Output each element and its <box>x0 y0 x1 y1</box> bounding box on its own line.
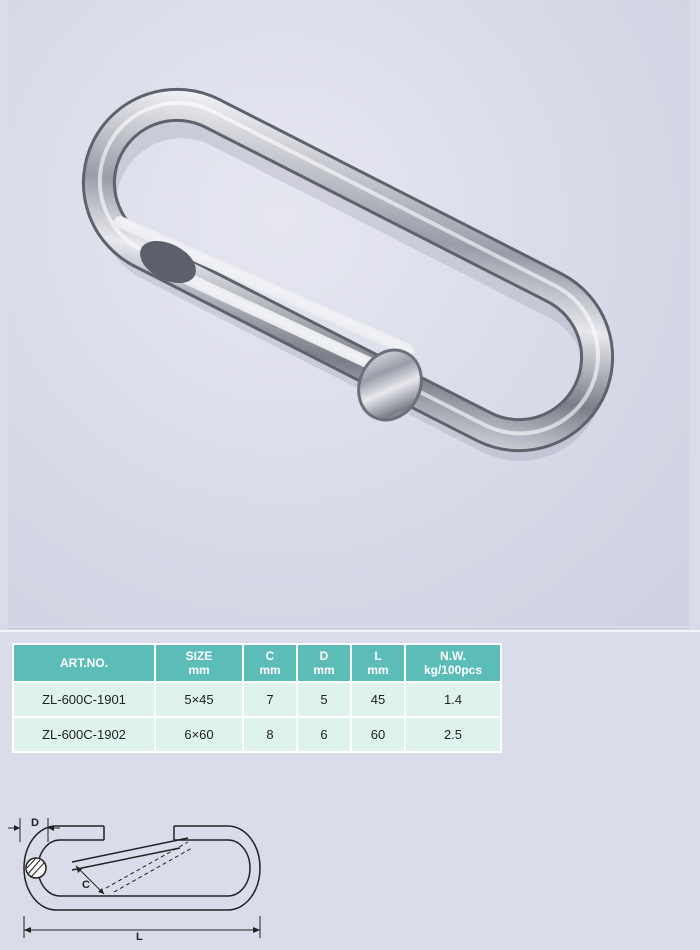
cell-nw: 2.5 <box>406 718 500 751</box>
divider <box>8 628 689 629</box>
inner-loop <box>38 840 250 896</box>
label-c: C <box>82 879 90 891</box>
table-row <box>14 683 500 716</box>
table-row <box>14 718 500 751</box>
divider-line <box>0 630 700 632</box>
spec-table <box>12 643 502 753</box>
header-art-no: ART.NO. <box>14 645 154 681</box>
technical-drawing <box>6 808 276 943</box>
label-d: D <box>31 817 39 829</box>
cross-section <box>26 858 46 878</box>
cell-nw: 1.4 <box>406 683 500 716</box>
product-photo <box>8 0 689 626</box>
cell-d: 5 <box>298 683 350 716</box>
outer-loop <box>24 826 260 910</box>
table-header-row <box>14 645 500 681</box>
header-d: D mm <box>298 645 350 681</box>
cell-d: 6 <box>298 718 350 751</box>
cell-l: 45 <box>352 683 404 716</box>
cell-size: 5×45 <box>156 683 242 716</box>
header-size: SIZE mm <box>156 645 242 681</box>
cell-size: 6×60 <box>156 718 242 751</box>
snap-hook-image <box>8 0 689 626</box>
header-l: L mm <box>352 645 404 681</box>
cell-art-no: ZL-600C-1902 <box>14 718 154 751</box>
gate-spring <box>120 222 433 431</box>
label-l: L <box>136 931 143 943</box>
header-nw: N.W. kg/100pcs <box>406 645 500 681</box>
cell-c: 7 <box>244 683 296 716</box>
cell-art-no: ZL-600C-1901 <box>14 683 154 716</box>
cell-c: 8 <box>244 718 296 751</box>
header-c: C mm <box>244 645 296 681</box>
cell-l: 60 <box>352 718 404 751</box>
